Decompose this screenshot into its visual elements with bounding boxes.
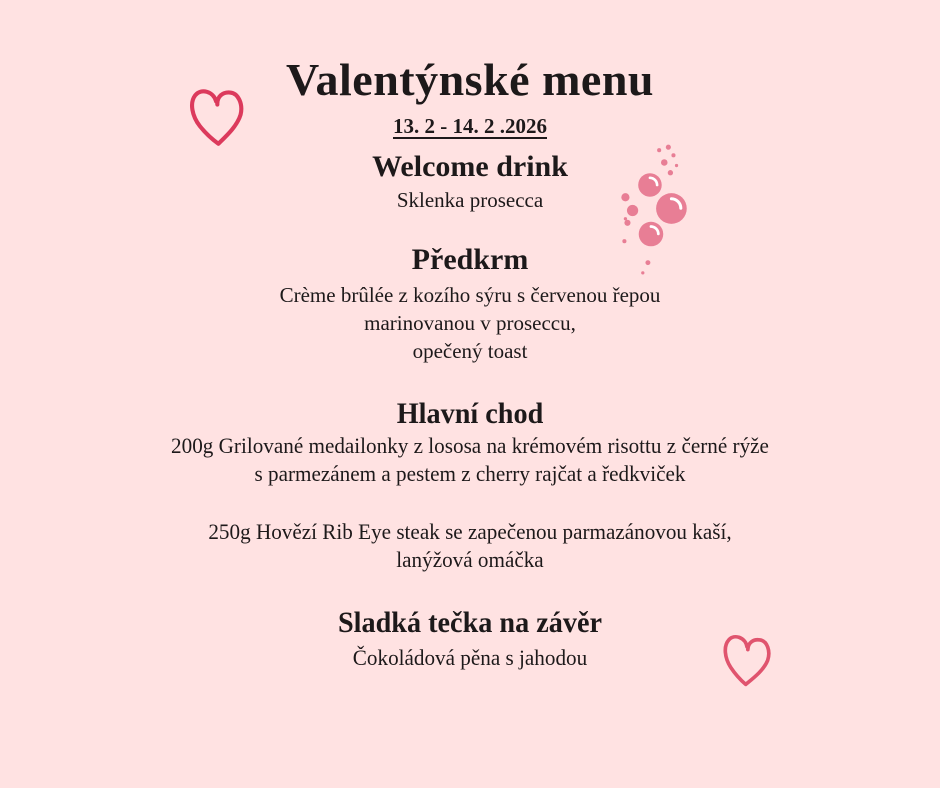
section-heading: Hlavní chod [396, 397, 544, 430]
menu-item-line: lanýžová omáčka [396, 547, 544, 572]
menu-item-line: Čokoládová pěna s jahodou [352, 645, 588, 670]
page-title: Valentýnské menu [286, 54, 654, 105]
section-heading: Welcome drink [372, 150, 568, 183]
menu-item-line: Crème brûlée z kozího sýru s červenou řepou [279, 283, 661, 307]
section-welcome-drink [0, 151, 940, 214]
section-heading: Sladká tečka na závěr [338, 606, 602, 639]
menu-item-line: marinovanou v proseccu, [364, 311, 576, 335]
section-dessert [28, 607, 912, 672]
menu-item-line: 200g Grilované medailonky z lososa na krémovém risottu z černé rýže [171, 433, 769, 458]
dish [28, 518, 912, 574]
section-heading: Předkrm [411, 243, 529, 276]
date-range: 13. 2 - 14. 2 .2026 [393, 114, 547, 138]
dish [28, 432, 912, 488]
menu-item-line: s parmezánem a pestem z cherry rajčat a ředkviček [254, 461, 686, 486]
menu-item-line: Sklenka prosecca [396, 188, 544, 212]
menu-item-line: opečený toast [412, 339, 528, 363]
section-starter [0, 244, 940, 365]
menu-item-line: 250g Hovězí Rib Eye steak se zapečenou parmazánovou kaší, [208, 519, 732, 544]
section-main-course [28, 398, 912, 574]
